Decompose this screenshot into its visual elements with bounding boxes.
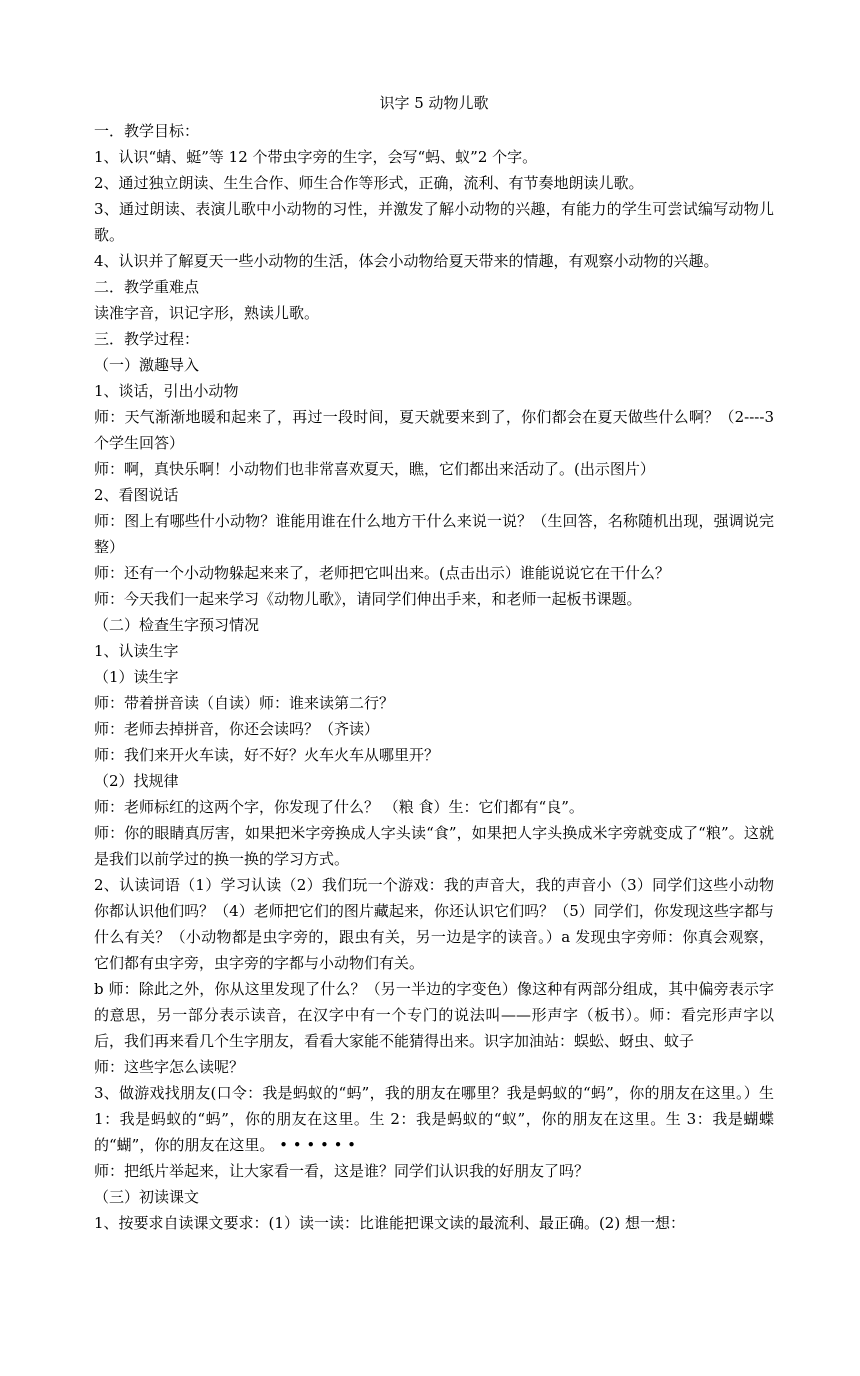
paragraph: （2）找规律 [94, 772, 179, 790]
paragraph: 师：天气渐渐地暖和起来了，再过一段时间，夏天就要来到了，你们都会在夏天做些什么啊？（2----3 个学生回答） [94, 408, 774, 452]
paragraph: 师：把纸片举起来，让大家看一看，这是谁？同学们认识我的好朋友了吗？ [94, 1162, 590, 1180]
paragraph: 1、谈话，引出小动物 [94, 382, 239, 400]
paragraph: 师：你的眼睛真厉害，如果把米字旁换成人字头读“食”，如果把人字头换成米字旁就变成了“粮”。这就是我们以前学过的换一换的学习方式。 [94, 824, 774, 868]
paragraph: 师：老师去掉拼音，你还会读吗？（齐读） [94, 720, 380, 738]
paragraph: （1）读生字 [94, 668, 179, 686]
paragraph: b 师：除此之外，你从这里发现了什么？（另一半边的字变色）像这种有两部分组成，其中偏旁表示字的意思，另一部分表示读音，在汉字中有一个专门的说法叫——形声字（板书）。师：看完形声字以后，我们再来看几个生字朋友，看看大家能不能猜得出来。识字加油站：蜈蚣、蚜虫、蚊子 [94, 980, 774, 1050]
paragraph: 师：还有一个小动物躲起来来了，老师把它叫出来。(点击出示）谁能说说它在干什么？ [94, 564, 670, 582]
paragraph: 师：我们来开火车读，好不好？火车火车从哪里开？ [94, 746, 440, 764]
paragraph: （二）检查生字预习情况 [94, 616, 260, 634]
paragraph: 师：这些字怎么读呢？ [94, 1058, 245, 1076]
paragraph: （三）初读课文 [94, 1188, 200, 1206]
paragraph: 3、通过朗读、表演儿歌中小动物的习性，并激发了解小动物的兴趣，有能力的学生可尝试编写动物儿歌。 [94, 200, 774, 244]
document-page [94, 90, 774, 1236]
paragraph: 3、做游戏找朋友(口令：我是蚂蚁的“蚂”，我的朋友在哪里？我是蚂蚁的“蚂”，你的朋友在这里。）生 1：我是蚂蚁的“蚂”，你的朋友在这里。生 2：我是蚂蚁的“蚁”，你的朋友在这里。生 3：我是蝴蝶的“蝴”，你的朋友在这里。 • • • • • • [94, 1084, 774, 1154]
paragraph: 师：今天我们一起来学习《动物儿歌》，请同学们伸出手来，和老师一起板书课题。 [94, 590, 642, 608]
paragraph: 师：图上有哪些什小动物？谁能用谁在什么地方干什么来说一说？（生回答，名称随机出现，强调说完整） [94, 512, 774, 556]
paragraph: 师：带着拼音读（自读）师：谁来读第二行？ [94, 694, 395, 712]
page-title: 识字 5 动物儿歌 [379, 94, 489, 112]
paragraph: 1、按要求自读课文要求：(1）读一读：比谁能把课文读的最流利、最正确。(2) 想一想： [94, 1214, 685, 1232]
paragraph: 1、认识“蜻、蜓”等 12 个带虫字旁的生字，会写“蚂、蚁”2 个字。 [94, 148, 538, 166]
paragraph: 一．教学目标： [94, 122, 200, 140]
paragraph: 1、认读生字 [94, 642, 179, 660]
paragraph: 师：老师标红的这两个字，你发现了什么？ （粮 食）生：它们都有“良”。 [94, 798, 584, 816]
paragraph: 读准字音，识记字形，熟读儿歌。 [94, 304, 320, 322]
paragraph: 师：啊，真快乐啊！小动物们也非常喜欢夏天，瞧，它们都出来活动了。(出示图片） [94, 460, 655, 478]
document-body [94, 118, 774, 1236]
paragraph: 2、看图说话 [94, 486, 179, 504]
paragraph: 2、通过独立朗读、生生合作、师生合作等形式，正确，流利、有节奏地朗读儿歌。 [94, 174, 644, 192]
paragraph: 4、认识并了解夏天一些小动物的生活，体会小动物给夏天带来的情趣，有观察小动物的兴趣。 [94, 252, 719, 270]
paragraph: （一）激趣导入 [94, 356, 200, 374]
paragraph: 三．教学过程： [94, 330, 200, 348]
paragraph: 2、认读词语（1）学习认读（2）我们玩一个游戏：我的声音大，我的声音小（3）同学们这些小动物你都认识他们吗？（4）老师把它们的图片藏起来，你还认识它们吗？（5）同学们，你发现这些字都与什么有关？（小动物都是虫字旁的，跟虫有关，另一边是字的读音。）a 发现虫字旁师：你真会观察，它们都有虫字旁，虫字旁的字都与小动物们有关。 [94, 876, 774, 972]
paragraph: 二．教学重难点 [94, 278, 200, 296]
